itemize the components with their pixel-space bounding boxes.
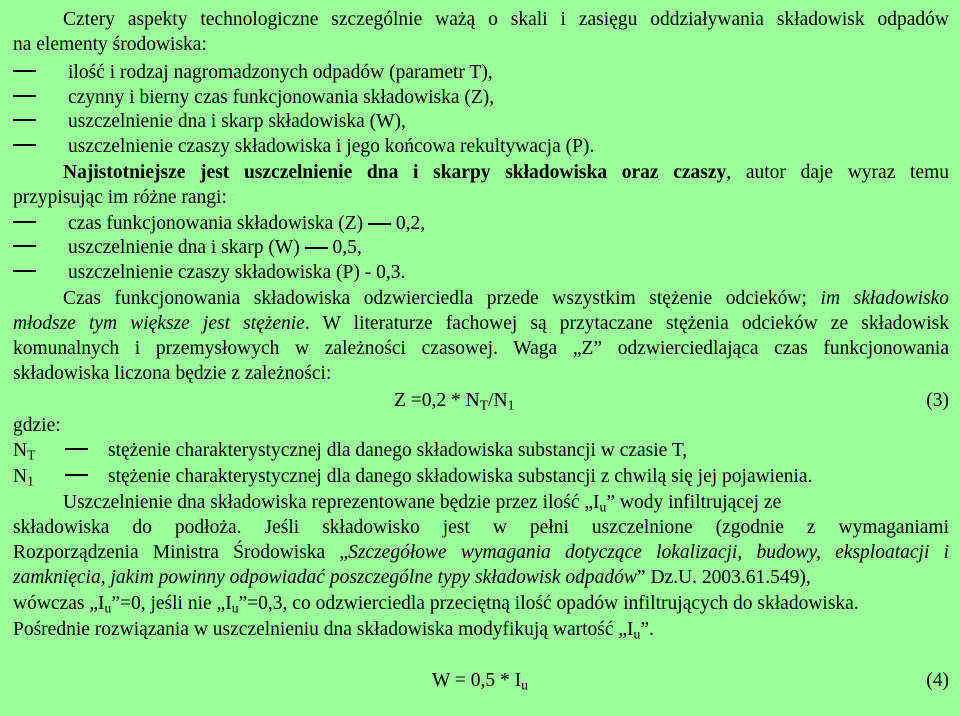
definition-n1: $N_1$ stężenie charakterystycznej dla danego składowiska substancji z chwilą się jej pojawienia. xyxy=(13,466,813,489)
symbol-n1: $N_1$ xyxy=(13,466,34,489)
dash-separator xyxy=(368,223,391,225)
seal-para-line-4: zamknięcia, jakim powinny odpowiadać poszczególne typy składowisk odpadów” Dz.U. 2003.61.549), xyxy=(13,567,811,588)
time-para-line-3: komunalnych i przemysłowych w zależności czasowej. Waga „Z” odzwierciedlająca czas funkcjonowania xyxy=(13,338,949,359)
dash-separator xyxy=(65,448,88,450)
intro-line-2: na elementy środowiska: xyxy=(13,34,207,55)
time-para-line-1: Czas funkcjonowania składowiska odzwierciedla przede wszystkim stężenie odcieków; im składowisko xyxy=(63,288,949,309)
seal-para-line-6: Pośrednie rozwiązania w uszczelnieniu dna składowiska modyfikują wartość $„I_u$”. xyxy=(13,619,654,642)
dash-separator xyxy=(305,247,328,249)
dash-bullet xyxy=(13,270,36,272)
dash-bullet xyxy=(13,95,36,97)
symbol-nt: $N_T$ xyxy=(13,440,36,463)
seal-para-line-5: wówczas $„I_u”=0$, jeśli nie $„I_u”=0,3$, co odzwierciedla przeciętną ilość opadów infiltrujących do składowiska. xyxy=(13,593,859,616)
seal-para-line-1: Uszczelnienie dna składowiska reprezentowane będzie przez ilość $„I_u$” wody infiltrującej ze xyxy=(63,492,782,515)
equation-3-number: (3) xyxy=(926,390,949,411)
time-para-line-2: młodsze tym większe jest stężenie. W literaturze fachowej są przytaczane stężenia odcieków ze składowisk xyxy=(13,313,949,334)
time-para-line-4: składowiska liczona będzie z zależności: xyxy=(13,363,332,384)
dash-bullet xyxy=(13,144,36,146)
dash-bullet xyxy=(13,70,36,72)
dash-separator xyxy=(65,474,88,476)
intro-line-1: Cztery aspekty technologiczne szczególnie ważą o skali i zasięgu oddziaływania składowisk odpadów xyxy=(63,9,949,30)
equation-3-formula: $Z =0,2 * N_T/N_1$ xyxy=(394,390,515,413)
document-slide: Cztery aspekty technologiczne szczególnie ważą o skali i zasięgu oddziaływania składowisk odpadów na elementy środowiska: ilość i rodzaj nagromadzonych odpadów (parametr T), czynny i bierny czas funkcjonowania składowiska (Z), uszczelnienie dna i skarp składowiska (W), uszczelnienie czaszy składowiska i jego końcowa rekultywacja (P). Najistotniejsze jest uszczelnienie dna i skarpy składowiska oraz czaszy, autor daje wyraz temu przypisując im różne rangi: czas funkcjonowania składowiska (Z) 0,2, uszczelnienie dna i skarp (W) 0,5, uszczelnienie czaszy składowiska (P) - 0,3. Czas funkcjonowania składowiska odzwierciedla przede wszystkim stężenie odcieków; im składowisko młodsze tym większe jest stężenie. W literaturze fachowej są przytaczane stężenia odcieków ze składowisk komunalnych i przemysłowych w zależności czasowej. Waga „Z” odzwierciedlająca czas funkcjonowania składowiska liczona będzie z zależności: $Z =0,2 * N_T/N_1$ (3) gdzie: $N_T$ stężenie charakterystycznej dla danego składowiska substancji w czasie T, $N_1$ stężenie charakterystycznej dla danego składowiska substancji z chwilą się jej pojawienia. Uszczelnienie dna składowiska reprezentowane będzie przez ilość $„I_u$” wody infiltrującej ze składowiska do podłoża. Jeśli składowisko jest w pełni uszczelnione (zgodnie z wymaganiami Rozporządzenia Ministra Środowiska „Szczegółowe wymagania dotyczące lokalizacji, budowy, eksploatacji i zamknięcia, jakim powinny odpowiadać poszczególne typy składowisk odpadów” Dz.U. 2003.61.549), wówczas $„I_u”=0$, jeśli nie $„I_u”=0,3$, co odzwierciedla przeciętną ilość opadów infiltrujących do składowiska. Pośrednie rozwiązania w uszczelnieniu dna składowiska modyfikują wartość $„I_u$”. $W = 0,5 * I_u$ (4) xyxy=(13,9,950,693)
dash-bullet xyxy=(13,245,36,247)
equation-4-formula: $W = 0,5 * I_u$ xyxy=(432,670,528,693)
where-label: gdzie: xyxy=(13,415,61,436)
dash-bullet xyxy=(13,119,36,121)
dash-bullet xyxy=(13,221,36,223)
seal-para-line-2: składowiska do podłoża. Jeśli składowisko jest w pełni uszczelnione (zgodnie z wymaganiami xyxy=(13,517,949,538)
definition-nt: $N_T$ stężenie charakterystycznej dla danego składowiska substancji w czasie T, xyxy=(13,440,688,463)
equation-4-number: (4) xyxy=(926,670,949,691)
priority-line-2: przypisując im różne rangi: xyxy=(13,187,227,208)
seal-para-line-3: Rozporządzenia Ministra Środowiska „Szczegółowe wymagania dotyczące lokalizacji, budowy, eksploatacji i xyxy=(13,542,949,563)
priority-line-1: Najistotniejsze jest uszczelnienie dna i skarpy składowiska oraz czaszy, autor daje wyraz temu xyxy=(63,162,950,183)
